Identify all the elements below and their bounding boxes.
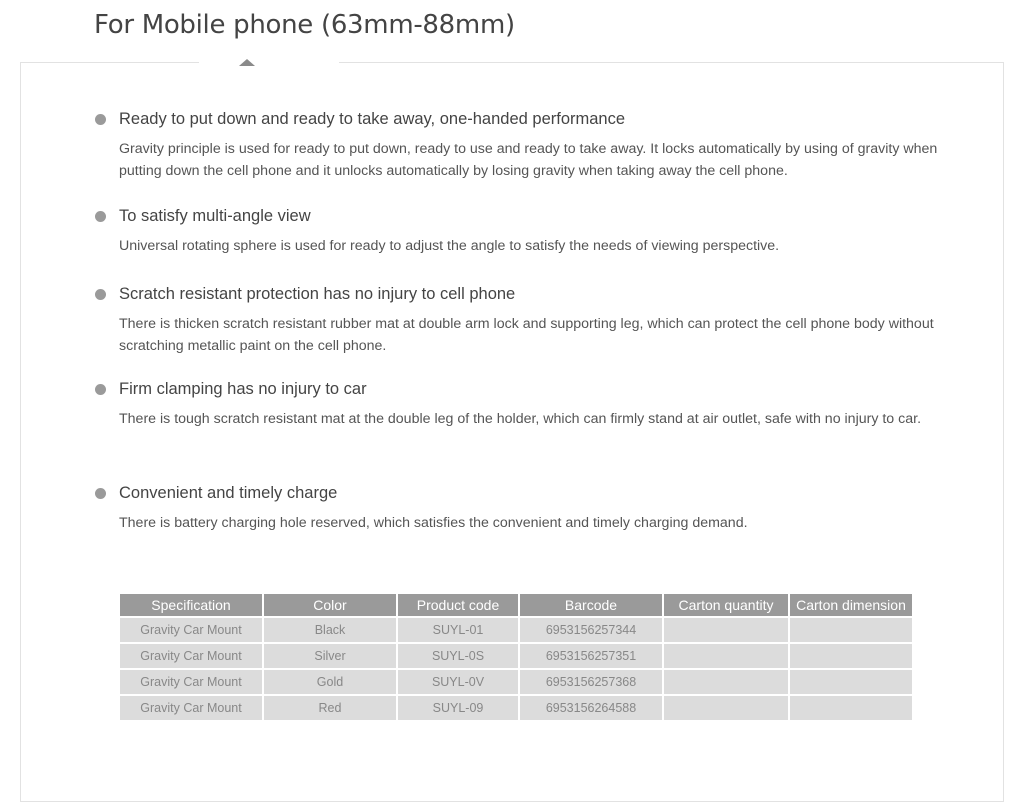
col-header-carton-quantity: Carton quantity — [664, 594, 788, 616]
feature-item — [95, 283, 955, 357]
col-header-carton-dimension: Carton dimension — [790, 594, 912, 616]
table-row — [120, 644, 912, 668]
cell-carton-quantity — [664, 618, 788, 642]
feature-heading: Ready to put down and ready to take away, one-handed performance — [119, 110, 626, 128]
panel-notch — [199, 62, 339, 64]
cell-product-code: SUYL-0V — [398, 670, 518, 694]
feature-heading: Convenient and timely charge — [119, 484, 338, 502]
cell-product-code: SUYL-0S — [398, 644, 518, 668]
cell-carton-dimension — [790, 670, 912, 694]
cell-carton-dimension — [790, 696, 912, 720]
feature-heading: Firm clamping has no injury to car — [119, 380, 367, 398]
feature-heading: To satisfy multi-angle view — [119, 207, 311, 225]
feature-description: There is tough scratch resistant mat at the double leg of the holder, which can firmly stand at air outlet, safe with no injury to car. — [119, 411, 922, 427]
cell-carton-dimension — [790, 644, 912, 668]
feature-item — [95, 108, 955, 182]
page-title: For Mobile phone (63mm-88mm) — [94, 10, 515, 40]
col-header-color: Color — [264, 594, 396, 616]
bullet-icon — [95, 114, 106, 125]
table-row — [120, 670, 912, 694]
table-row — [120, 696, 912, 720]
col-header-specification: Specification — [120, 594, 262, 616]
cell-barcode: 6953156264588 — [520, 696, 662, 720]
cell-barcode: 6953156257368 — [520, 670, 662, 694]
cell-specification: Gravity Car Mount — [120, 644, 262, 668]
spec-table — [118, 592, 914, 722]
cell-color: Black — [264, 618, 396, 642]
col-header-product-code: Product code — [398, 594, 518, 616]
cell-barcode: 6953156257344 — [520, 618, 662, 642]
cell-color: Silver — [264, 644, 396, 668]
cell-product-code: SUYL-09 — [398, 696, 518, 720]
bullet-icon — [95, 488, 106, 499]
feature-description: Gravity principle is used for ready to put down, ready to use and ready to take away. It locks automatically by using of gravity when putting down the cell phone and it unlocks automatically by losing gravity when taking away the cell phone. — [119, 141, 938, 179]
bullet-icon — [95, 211, 106, 222]
cell-specification: Gravity Car Mount — [120, 696, 262, 720]
col-header-barcode: Barcode — [520, 594, 662, 616]
caret-up-icon — [239, 59, 255, 66]
feature-description: There is battery charging hole reserved, which satisfies the convenient and timely charging demand. — [119, 515, 748, 531]
table-header-row — [120, 594, 912, 616]
table-row — [120, 618, 912, 642]
feature-description: There is thicken scratch resistant rubber mat at double arm lock and supporting leg, which can protect the cell phone body without scratching metallic paint on the cell phone. — [119, 316, 934, 354]
cell-barcode: 6953156257351 — [520, 644, 662, 668]
bullet-icon — [95, 289, 106, 300]
cell-color: Red — [264, 696, 396, 720]
cell-carton-dimension — [790, 618, 912, 642]
cell-specification: Gravity Car Mount — [120, 670, 262, 694]
cell-product-code: SUYL-01 — [398, 618, 518, 642]
cell-carton-quantity — [664, 670, 788, 694]
feature-description: Universal rotating sphere is used for ready to adjust the angle to satisfy the needs of viewing perspective. — [119, 238, 780, 254]
cell-carton-quantity — [664, 644, 788, 668]
feature-item — [95, 482, 955, 534]
cell-color: Gold — [264, 670, 396, 694]
feature-heading: Scratch resistant protection has no injury to cell phone — [119, 285, 516, 303]
bullet-icon — [95, 384, 106, 395]
cell-specification: Gravity Car Mount — [120, 618, 262, 642]
feature-item — [95, 378, 955, 430]
feature-item — [95, 205, 955, 257]
cell-carton-quantity — [664, 696, 788, 720]
